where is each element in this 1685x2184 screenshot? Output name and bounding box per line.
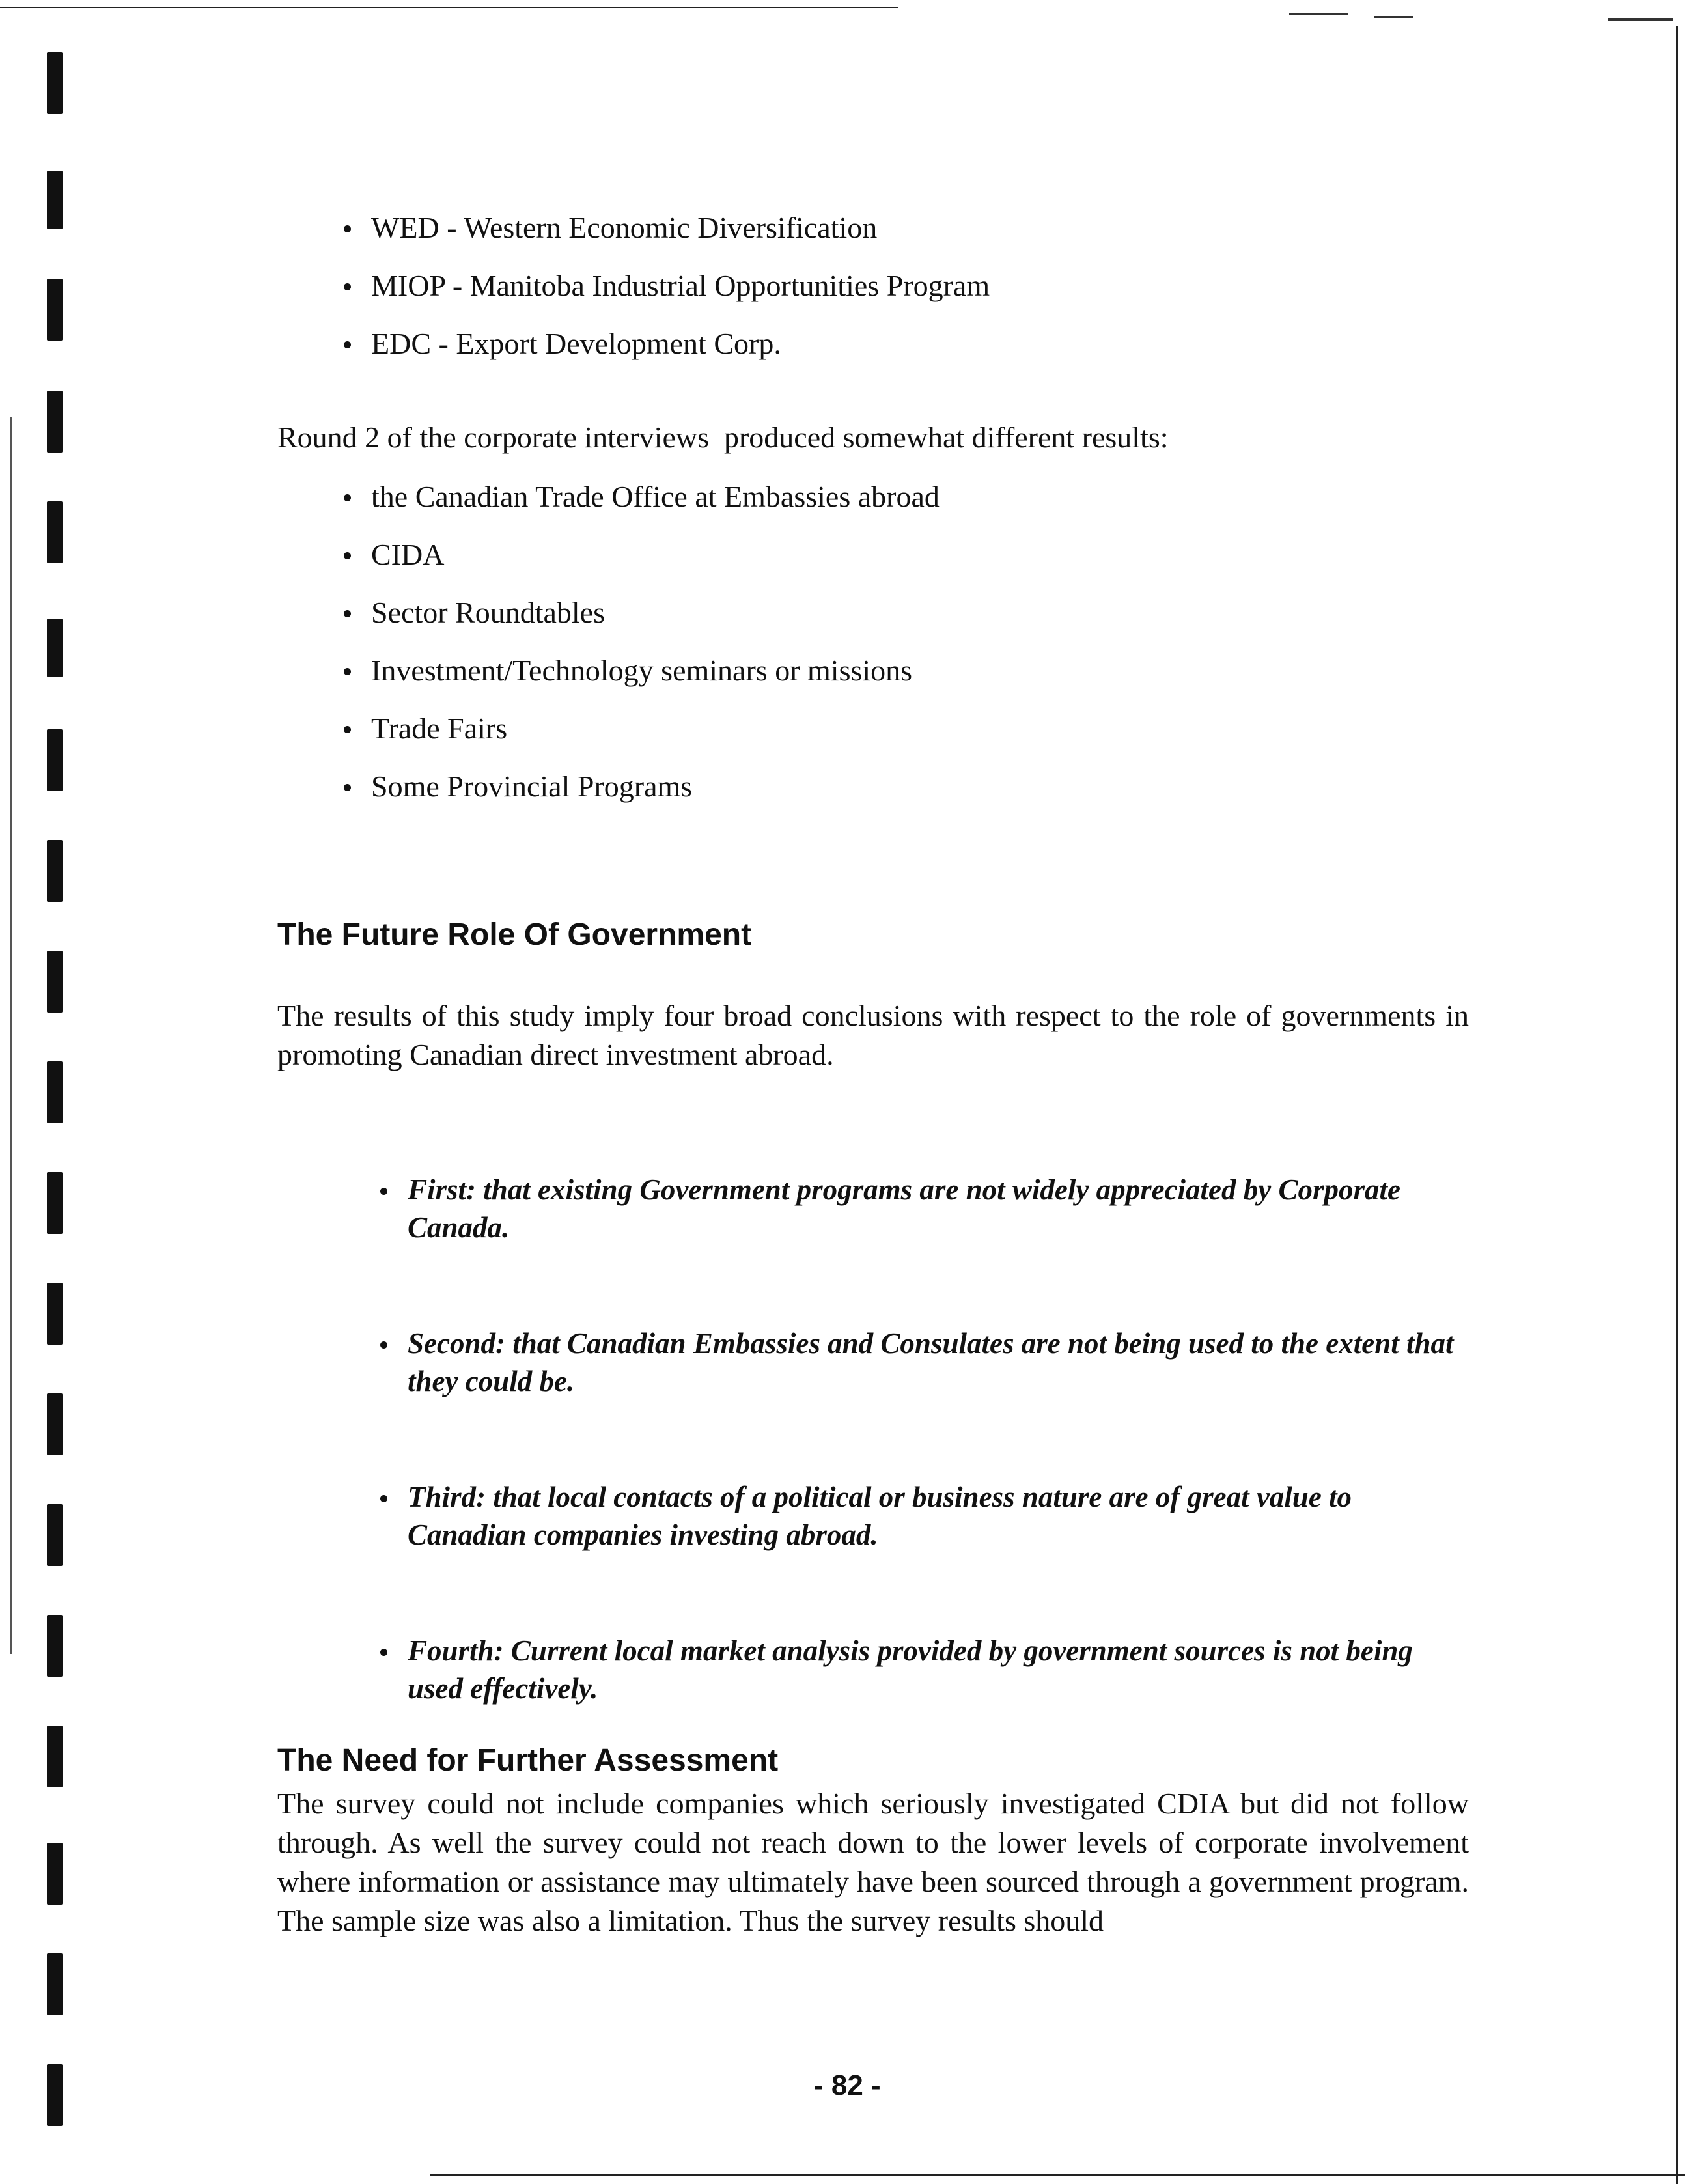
- list-item: Some Provincial Programs: [371, 757, 940, 815]
- scan-right-edge: [1676, 26, 1678, 2184]
- binder-hole: [47, 1283, 63, 1345]
- binder-hole: [47, 1615, 63, 1677]
- binder-hole: [47, 729, 63, 791]
- list-item: Trade Fairs: [371, 699, 940, 757]
- list-item: MIOP - Manitoba Industrial Opportunities Program: [371, 257, 990, 315]
- list-item: Sector Roundtables: [371, 583, 940, 641]
- binder-hole: [47, 52, 63, 114]
- conclusion-item: First: that existing Government programs are not widely appreciated by Corporate Canada.: [408, 1171, 1469, 1246]
- scan-top-mark: [1289, 13, 1348, 15]
- conclusion-item: Second: that Canadian Embassies and Consulates are not being used to the extent that they could be.: [408, 1324, 1469, 1400]
- binder-hole: [47, 1172, 63, 1234]
- scan-top-rule: [0, 7, 898, 8]
- binder-hole: [47, 171, 63, 229]
- binder-hole: [47, 391, 63, 453]
- conclusion-item: Third: that local contacts of a political or business nature are of great value to Canadian companies investing abroad.: [408, 1478, 1469, 1554]
- binder-hole: [47, 1393, 63, 1455]
- scan-bottom-rule: [430, 2174, 1685, 2176]
- page-number: - 82 -: [814, 2069, 881, 2101]
- program-list: [371, 199, 990, 372]
- section-heading: The Future Role Of Government: [277, 917, 752, 952]
- binder-hole: [47, 951, 63, 1013]
- binder-hole: [47, 1843, 63, 1905]
- binder-hole: [47, 1504, 63, 1566]
- binder-hole: [47, 501, 63, 563]
- binder-hole: [47, 619, 63, 677]
- binder-hole: [47, 2064, 63, 2126]
- round2-list: [371, 468, 940, 815]
- assessment-body: The survey could not include companies which seriously investigated CDIA but did not follow through. As well the survey could not reach down to the lower levels of corporate involvement where information or assistance may ultimately have been sourced through a government program. The sample size was also a limitation. Thus the survey results should: [277, 1787, 1469, 1937]
- scan-top-mark: [1608, 18, 1673, 21]
- binder-hole: [47, 1726, 63, 1787]
- binder-hole: [47, 840, 63, 902]
- list-item: WED - Western Economic Diversification: [371, 199, 990, 257]
- section-heading: The Need for Further Assessment: [277, 1743, 779, 1778]
- conclusion-item: Fourth: Current local market analysis provided by government sources is not being used effectively.: [408, 1632, 1469, 1707]
- list-item: EDC - Export Development Corp.: [371, 315, 990, 372]
- binder-hole: [47, 1061, 63, 1123]
- list-item: CIDA: [371, 525, 940, 583]
- scan-top-mark: [1374, 16, 1413, 18]
- list-item: the Canadian Trade Office at Embassies abroad: [371, 468, 940, 525]
- binder-edge-line: [10, 417, 12, 1654]
- round2-intro: Round 2 of the corporate interviews produced somewhat different results:: [277, 421, 1169, 454]
- list-item: Investment/Technology seminars or missions: [371, 641, 940, 699]
- binder-hole: [47, 279, 63, 341]
- section-intro: The results of this study imply four broad conclusions with respect to the role of governments in promoting Canadian direct investment abroad.: [277, 999, 1469, 1071]
- binder-hole: [47, 1953, 63, 2015]
